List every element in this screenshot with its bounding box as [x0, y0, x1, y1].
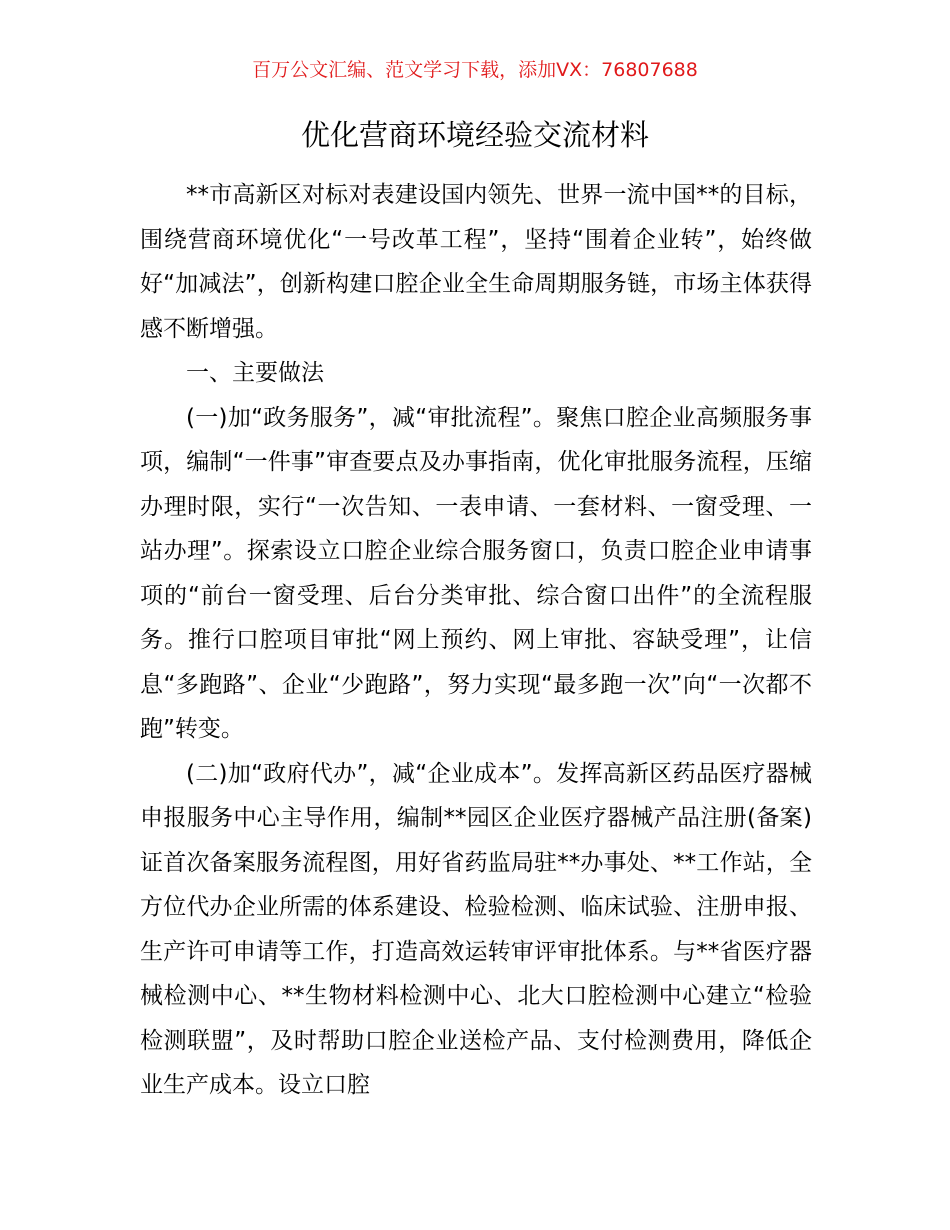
document-body	[140, 173, 812, 1108]
header-banner: 百万公文汇编、范文学习下载，添加VX：76807688	[252, 59, 698, 81]
section-heading-main-practices: 一、主要做法	[186, 360, 324, 386]
document-title: 优化营商环境经验交流材料	[300, 118, 649, 152]
paragraph-government-agency: (二)加“政府代办”，减“企业成本”。发挥高新区药品医疗器械申报服务中心主导作用，编制**园区企业医疗器械产品注册(备案)证首次备案服务流程图，用好省药监局驻**办事处、**工作站，全方位代办企业所需的体系建设、检验检测、临床试验、注册申报、生产许可申请等工作，打造高效运转审评审批体系。与**省医疗器械检测中心、**生物材料检测中心、北大口腔检测中心建立“检验检测联盟”，及时帮助口腔企业送检产品、支付检测费用，降低企业生产成本。设立口腔	[140, 760, 812, 1098]
paragraph-government-services: (一)加“政务服务”，减“审批流程”。聚焦口腔企业高频服务事项，编制“一件事”审查要点及办事指南，优化审批服务流程，压缩办理时限，实行“一次告知、一表申请、一套材料、一窗受理、一站办理”。探索设立口腔企业综合服务窗口，负责口腔企业申请事项的“前台一窗受理、后台分类审批、综合窗口出件”的全流程服务。推行口腔项目审批“网上预约、网上审批、容缺受理”，让信息“多跑路”、企业“少跑路”，努力实现“最多跑一次”向“一次都不跑”转变。	[140, 404, 812, 742]
intro-paragraph: **市高新区对标对表建设国内领先、世界一流中国**的目标，围绕营商环境优化“一号改革工程”，坚持“围着企业转”，始终做好“加减法”，创新构建口腔企业全生命周期服务链，市场主体获得感不断增强。	[140, 182, 812, 342]
